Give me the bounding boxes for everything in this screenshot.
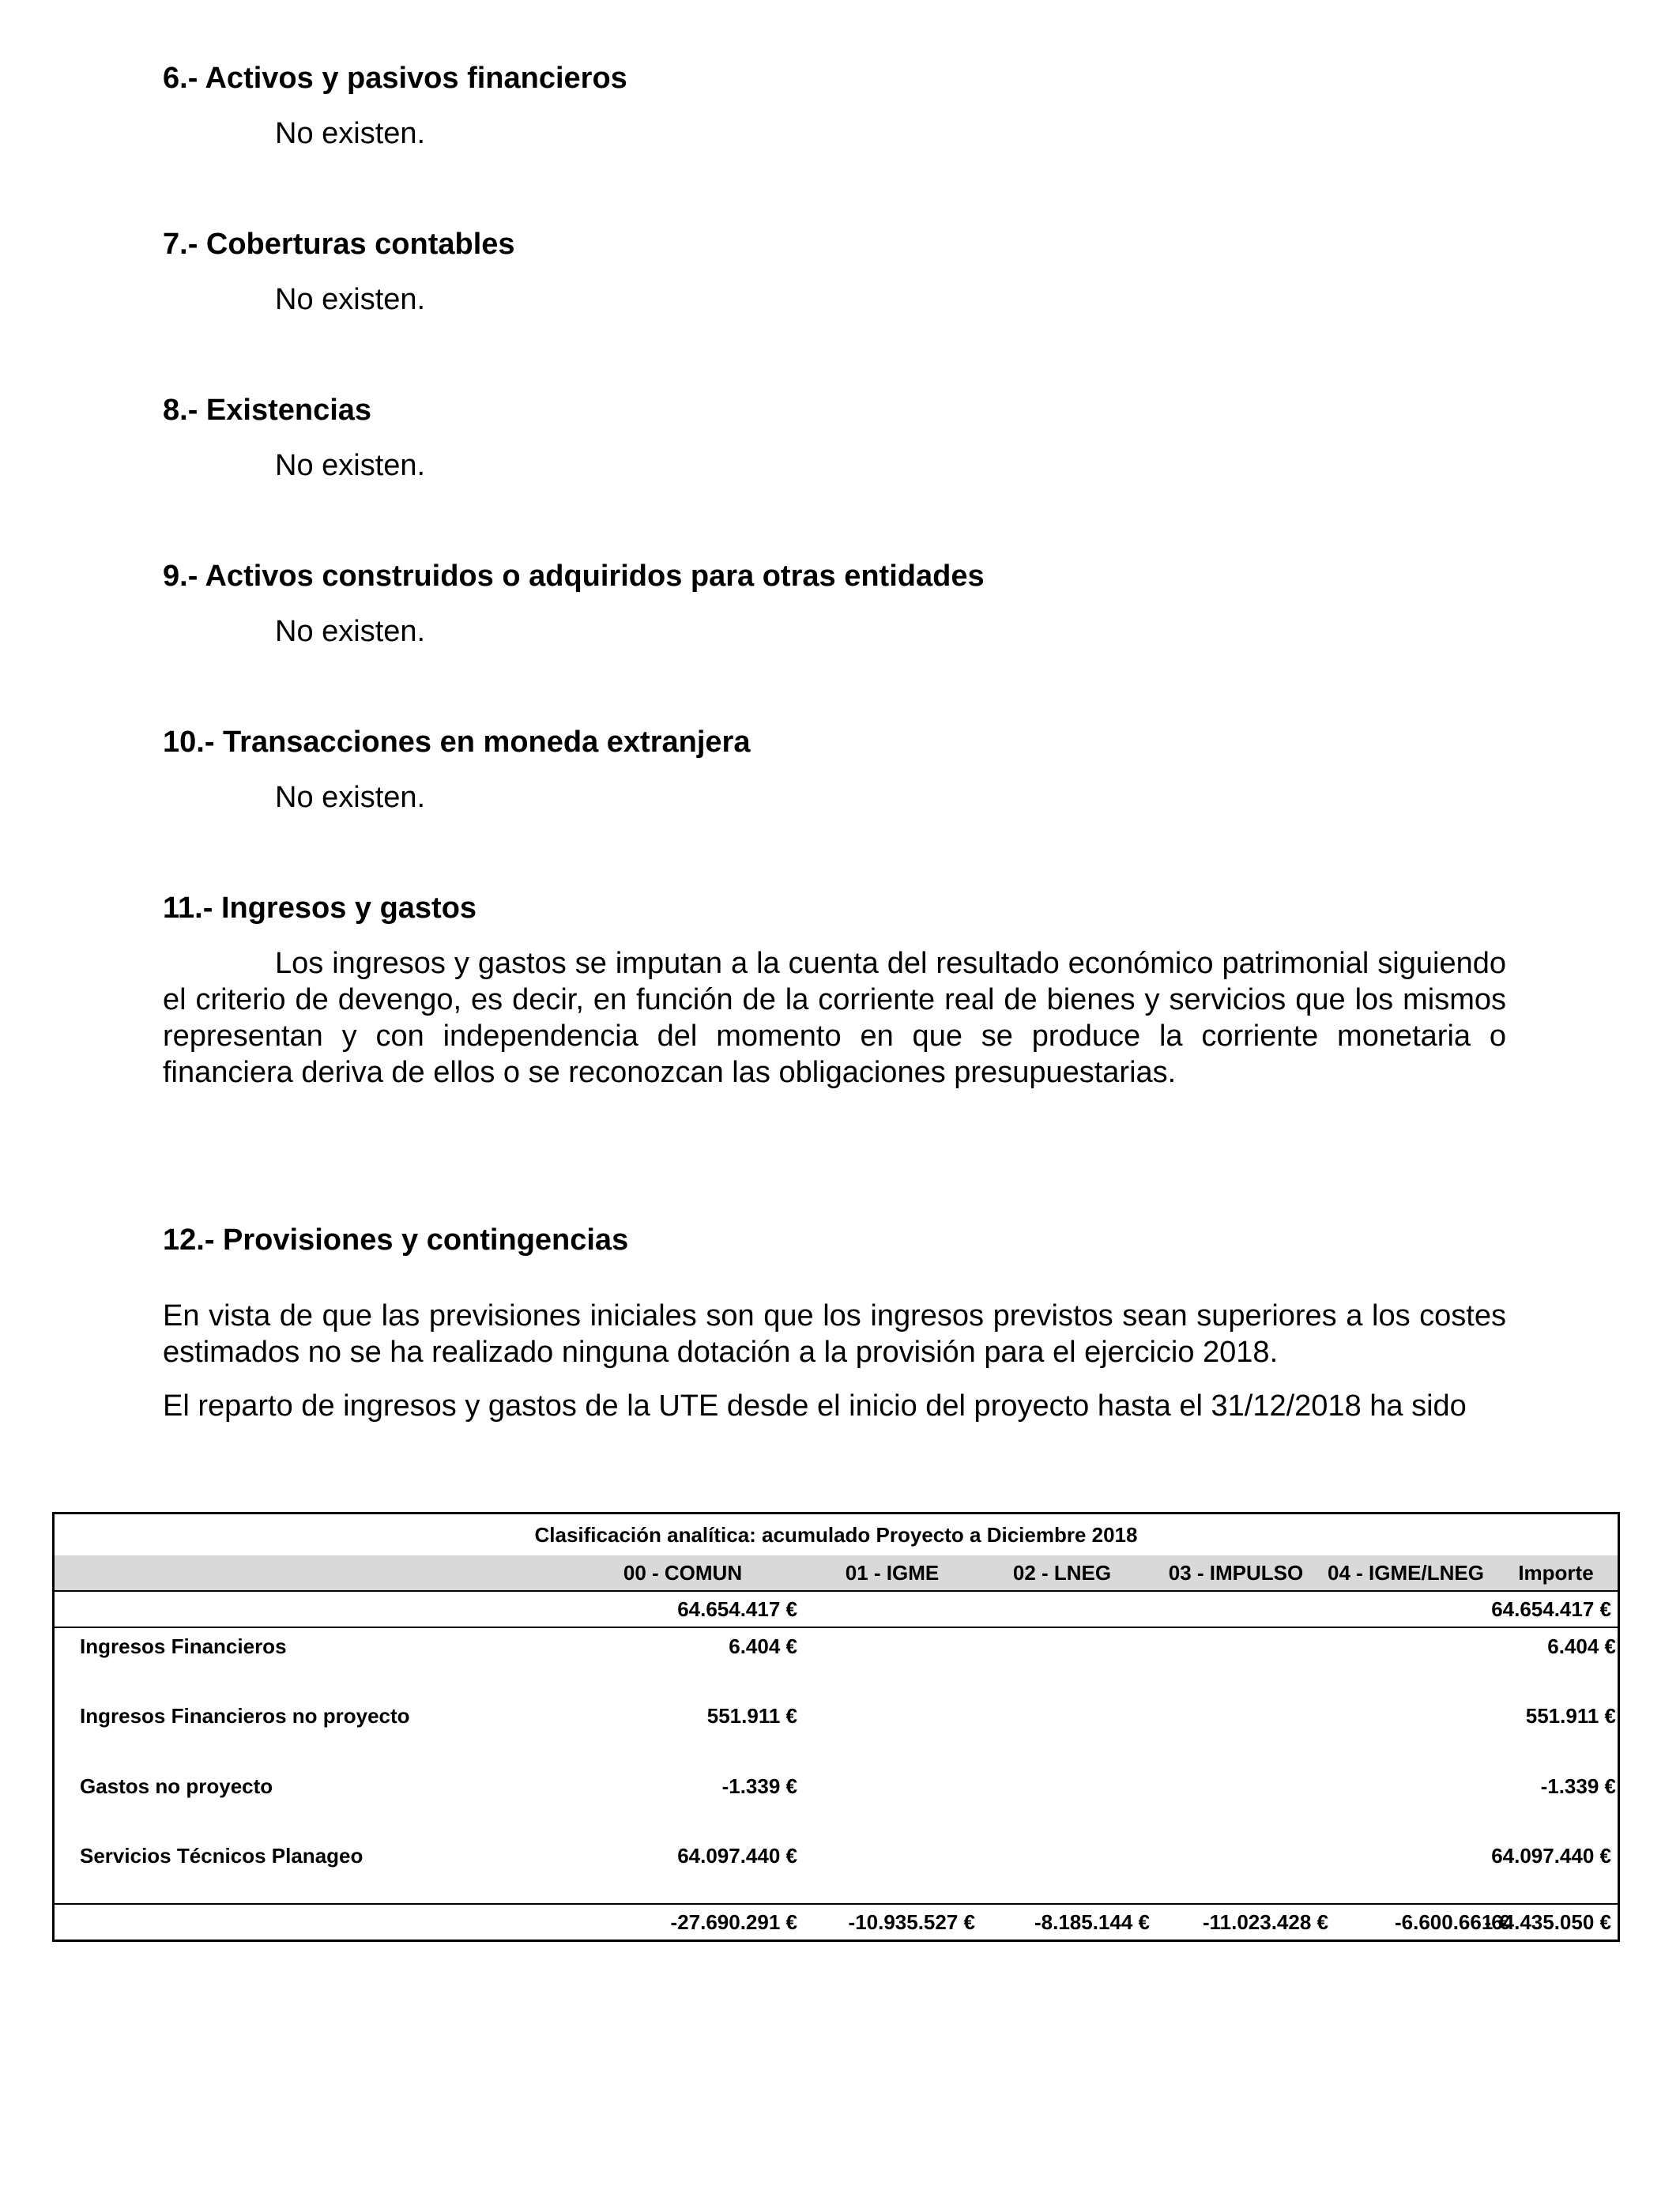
cell-lneg: -8.185.144 € [1034, 1909, 1150, 1934]
section-11 [163, 890, 1506, 1091]
table-divider [55, 1903, 1618, 1905]
column-header: 01 - IGME [845, 1560, 940, 1585]
cell-importe: 6.404 € [1547, 1634, 1616, 1658]
analytic-table [52, 1512, 1620, 1942]
cell-comun: -27.690.291 € [670, 1909, 797, 1934]
table-title: Clasificación analítica: acumulado Proyecto a Diciembre 2018 [55, 1514, 1618, 1557]
section-text: No existen. [275, 449, 426, 482]
row-label: Ingresos Financieros [80, 1634, 287, 1658]
section-heading: 8.- Existencias [163, 394, 372, 427]
table-divider [55, 1627, 1618, 1628]
section-paragraph [163, 945, 1506, 1091]
section-7 [163, 226, 1506, 318]
paragraph-text: Los ingresos y gastos se imputan a la cuenta del resultado económico patrimonial siguiendo el criterio de devengo, es decir, en función de la corriente real de bienes y servicios que los mismos representan y con independencia del momento en que se produce la corriente monetaria o financiera deriva de ellos o se reconozcan las obligaciones presupuestarias. [163, 947, 1506, 1089]
cell-importe: 64.097.440 € [1491, 1843, 1611, 1868]
table-row [55, 1630, 1618, 1663]
table-row [55, 1699, 1618, 1732]
cell-comun: 64.654.417 € [677, 1596, 797, 1621]
cell-comun: 6.404 € [729, 1634, 797, 1658]
row-label: Servicios Técnicos Planageo [80, 1843, 363, 1868]
cell-comun: -1.339 € [721, 1774, 797, 1798]
column-header: 02 - LNEG [1012, 1560, 1112, 1585]
section-10 [163, 724, 1506, 816]
section-heading: 6.- Activos y pasivos financieros [163, 62, 627, 95]
row-label: Gastos no proyecto [80, 1774, 273, 1798]
section-paragraph: El reparto de ingresos y gastos de la UTE desde el inicio del proyecto hasta el 31/12/2018 ha sido [163, 1389, 1467, 1423]
section-text: No existen. [275, 283, 426, 316]
cell-igme: -10.935.527 € [848, 1909, 975, 1934]
cell-igme-lneg: -6.600.661 € [1394, 1909, 1510, 1934]
table-header-row [55, 1555, 1618, 1592]
section-8 [163, 392, 1506, 484]
section-text: No existen. [275, 615, 426, 648]
cell-comun: 64.097.440 € [677, 1843, 797, 1868]
section-heading: 10.- Transacciones en moneda extranjera [163, 726, 751, 759]
section-12 [163, 1222, 1506, 1424]
table-top-total-row [55, 1592, 1618, 1627]
section-text: No existen. [275, 117, 426, 150]
section-6 [163, 60, 1506, 152]
cell-impulso: -11.023.428 € [1202, 1909, 1328, 1934]
section-heading: 12.- Provisiones y contingencias [163, 1223, 629, 1257]
column-header: 04 - IGME/LNEG [1328, 1560, 1484, 1585]
table-row [55, 1839, 1618, 1872]
section-paragraph: En vista de que las previsiones iniciales son que los ingresos previstos sean superiores a los costes estimados no se ha realizado ninguna dotación a la provisión para el ejercicio 2018. [163, 1299, 1506, 1369]
cell-comun: 551.911 € [706, 1703, 797, 1728]
column-header: 03 - IMPULSO [1168, 1560, 1304, 1585]
table-bottom-total-row [55, 1906, 1618, 1939]
cell-importe: 64.654.417 € [1491, 1596, 1611, 1621]
section-heading: 9.- Activos construidos o adquiridos para otras entidades [163, 560, 985, 593]
section-text: No existen. [275, 781, 426, 814]
section-heading: 7.- Coberturas contables [163, 228, 515, 261]
cell-importe: -1.339 € [1540, 1774, 1616, 1798]
section-9 [163, 558, 1506, 650]
column-header: Importe [1518, 1560, 1594, 1585]
column-header: 00 - COMUN [623, 1560, 743, 1585]
section-heading: 11.- Ingresos y gastos [163, 892, 477, 925]
cell-importe: 551.911 € [1525, 1703, 1616, 1728]
table-row [55, 1770, 1618, 1803]
row-label: Ingresos Financieros no proyecto [80, 1703, 410, 1728]
cell-importe: -64.435.050 € [1484, 1909, 1611, 1934]
